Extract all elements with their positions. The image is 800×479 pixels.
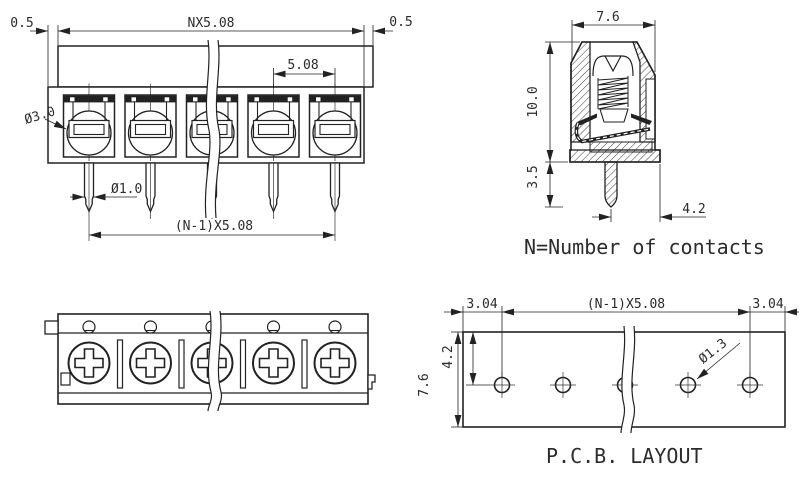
top-interlock-tab-right (368, 375, 375, 389)
dim-pcb-hole-offset: 4.2 (441, 345, 456, 369)
top-interlock-tab-left (45, 321, 58, 334)
top-partition-slot (302, 340, 307, 388)
dim-front-pin-dia: Ø1.0 (111, 182, 143, 197)
dim-front-margin-right: 0.5 (389, 15, 413, 30)
contacts-note: N=Number of contacts (524, 235, 765, 259)
top-partition-slot (179, 340, 184, 388)
side-view (524, 10, 765, 259)
dim-side-width: 7.6 (596, 10, 620, 25)
top-view (45, 311, 375, 411)
dim-front-span: (N-1)X5.08 (174, 219, 254, 234)
top-partition-slot (241, 340, 246, 388)
top-interlock-notch-left (61, 373, 70, 385)
dim-front-pitch: 5.08 (287, 58, 319, 73)
side-base-flange (570, 150, 660, 162)
front-view (10, 15, 412, 241)
pcb-dim-board-width (417, 332, 463, 427)
dim-side-pin-length: 3.5 (526, 165, 541, 189)
dim-side-pin-offset: 4.2 (682, 202, 706, 217)
side-dim-pin-length (526, 162, 563, 207)
front-dim-pin-dia (70, 182, 142, 197)
dim-pcb-hole-dia: Ø1.3 (696, 336, 731, 368)
dim-front-pitch-total: NX5.08 (187, 16, 235, 31)
front-dim-span (89, 219, 335, 235)
side-solder-pin (605, 162, 617, 207)
pcb-layout-view (417, 297, 799, 468)
top-partition-slot (118, 340, 123, 388)
dim-pcb-board-width: 7.6 (417, 373, 432, 397)
pcb-layout-title: P.C.B. LAYOUT (546, 444, 703, 468)
dim-front-clamp-dia: Ø3.0 (22, 104, 58, 128)
side-screw (593, 56, 633, 122)
dim-pcb-edge-right: 3.04 (752, 297, 784, 312)
dim-pcb-span: (N-1)X5.08 (586, 297, 666, 312)
dim-front-margin-left: 0.5 (10, 16, 34, 31)
dim-pcb-edge-left: 3.04 (466, 297, 498, 312)
dim-side-height: 10.0 (526, 86, 541, 118)
